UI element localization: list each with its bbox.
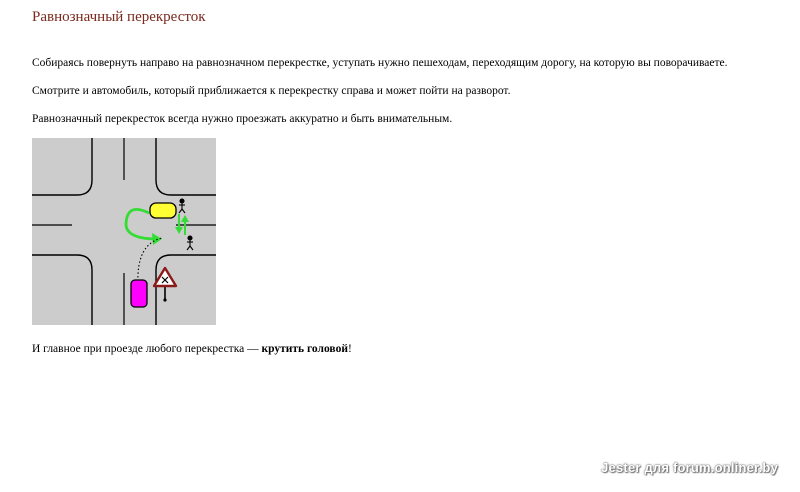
closing-punctuation: ! <box>347 343 352 355</box>
closing-emphasis: крутить головой <box>261 343 348 355</box>
page-title: Равнозначный перекресток <box>32 9 206 25</box>
intersection-diagram <box>32 138 216 325</box>
closing-text: И главное при проезде любого перекрестка — <box>32 343 262 355</box>
yellow-car <box>150 203 176 218</box>
watermark: Jester для forum.onliner.by <box>601 460 778 475</box>
closing-paragraph <box>32 342 352 356</box>
paragraph-car-right: Смотрите и автомобиль, который приближается к перекрестку справа и может пойти на разворот. <box>32 85 511 97</box>
paragraph-pedestrians: Собираясь повернуть направо на равнозначном перекрестке, уступать нужно пешеходам, переходящим дорогу, на которую вы поворачиваете. <box>32 57 728 69</box>
paragraph-careful: Равнозначный перекресток всегда нужно проезжать аккуратно и быть внимательным. <box>32 113 453 125</box>
magenta-car <box>131 280 147 307</box>
